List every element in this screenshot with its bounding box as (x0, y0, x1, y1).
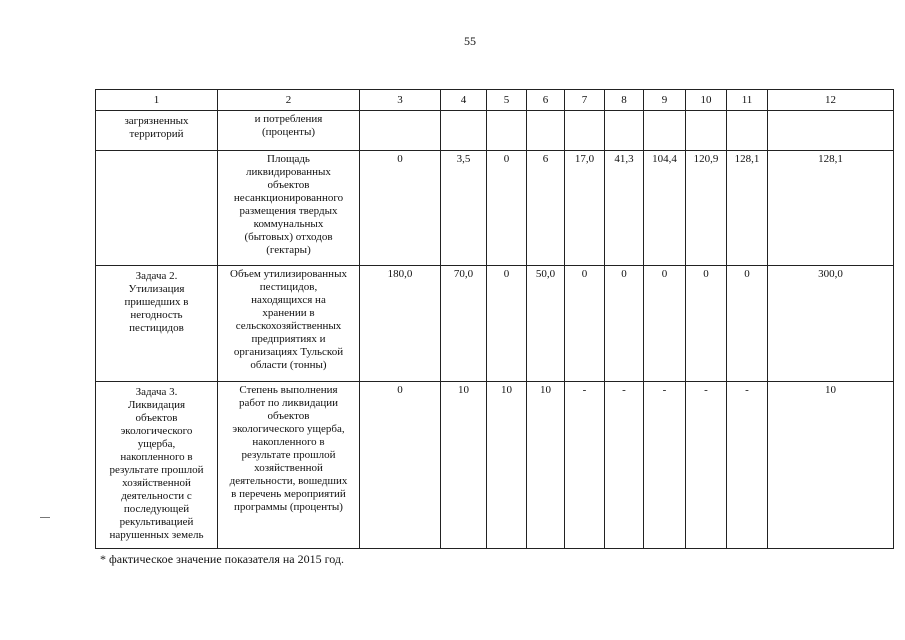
value-cell: 10 (527, 382, 565, 549)
value-cell: 0 (644, 266, 686, 382)
value-cell: 10 (768, 382, 894, 549)
task-cell: загрязненных территорий (96, 111, 218, 151)
table-row (96, 266, 894, 382)
value-cell: 128,1 (768, 151, 894, 266)
indicator-cell: Площадь ликвидированных объектов несанкционированного размещения твердых коммунальных (бытовых) отходов (гектары) (218, 151, 360, 266)
value-cell: 128,1 (727, 151, 768, 266)
value-cell: 10 (441, 382, 487, 549)
indicator-cell: Объем утилизированных пестицидов, находящихся на хранении в сельскохозяйственных предприятиях и организациях Тульской области (тонны) (218, 266, 360, 382)
value-cell (360, 111, 441, 151)
value-cell: 104,4 (644, 151, 686, 266)
header-cell: 6 (527, 90, 565, 111)
value-cell: 41,3 (605, 151, 644, 266)
value-cell: 0 (487, 266, 527, 382)
header-cell: 2 (218, 90, 360, 111)
header-cell: 10 (686, 90, 727, 111)
table-header-row (96, 90, 894, 111)
indicator-cell: и потребления (проценты) (218, 111, 360, 151)
scan-mark (40, 517, 50, 518)
value-cell (487, 111, 527, 151)
table-row (96, 151, 894, 266)
footnote: * фактическое значение показателя на 2015 год. (100, 552, 345, 566)
value-cell: 0 (727, 266, 768, 382)
value-cell (605, 111, 644, 151)
header-cell: 8 (605, 90, 644, 111)
value-cell: - (605, 382, 644, 549)
value-cell: 10 (487, 382, 527, 549)
value-cell: 0 (487, 151, 527, 266)
value-cell (441, 111, 487, 151)
value-cell: 120,9 (686, 151, 727, 266)
header-cell: 9 (644, 90, 686, 111)
header-cell: 5 (487, 90, 527, 111)
value-cell (527, 111, 565, 151)
header-cell: 12 (768, 90, 894, 111)
value-cell: 0 (360, 151, 441, 266)
value-cell: 70,0 (441, 266, 487, 382)
value-cell (727, 111, 768, 151)
value-cell: - (686, 382, 727, 549)
page-number: 55 (464, 34, 476, 48)
table-row (96, 111, 894, 151)
indicators-table (95, 89, 894, 549)
value-cell (686, 111, 727, 151)
header-cell: 3 (360, 90, 441, 111)
table-row (96, 382, 894, 549)
value-cell: 50,0 (527, 266, 565, 382)
value-cell: - (565, 382, 605, 549)
value-cell (644, 111, 686, 151)
task-cell (96, 151, 218, 266)
task-cell: Задача 2. Утилизация пришедших в негодность пестицидов (96, 266, 218, 382)
value-cell: 6 (527, 151, 565, 266)
task-cell: Задача 3. Ликвидация объектов экологического ущерба, накопленного в результате прошлой хозяйственной деятельности с последующей рекультивацией нарушенных земель (96, 382, 218, 549)
value-cell: - (644, 382, 686, 549)
header-cell: 7 (565, 90, 605, 111)
value-cell: 300,0 (768, 266, 894, 382)
value-cell: 3,5 (441, 151, 487, 266)
value-cell: - (727, 382, 768, 549)
value-cell: 0 (565, 266, 605, 382)
value-cell: 17,0 (565, 151, 605, 266)
header-cell: 1 (96, 90, 218, 111)
indicator-cell: Степень выполнения работ по ликвидации объектов экологического ущерба, накопленного в результате прошлой хозяйственной деятельности, вошедших в перечень мероприятий программы (проценты) (218, 382, 360, 549)
value-cell: 0 (686, 266, 727, 382)
value-cell: 180,0 (360, 266, 441, 382)
value-cell: 0 (360, 382, 441, 549)
value-cell: 0 (605, 266, 644, 382)
header-cell: 11 (727, 90, 768, 111)
header-cell: 4 (441, 90, 487, 111)
value-cell (565, 111, 605, 151)
value-cell (768, 111, 894, 151)
